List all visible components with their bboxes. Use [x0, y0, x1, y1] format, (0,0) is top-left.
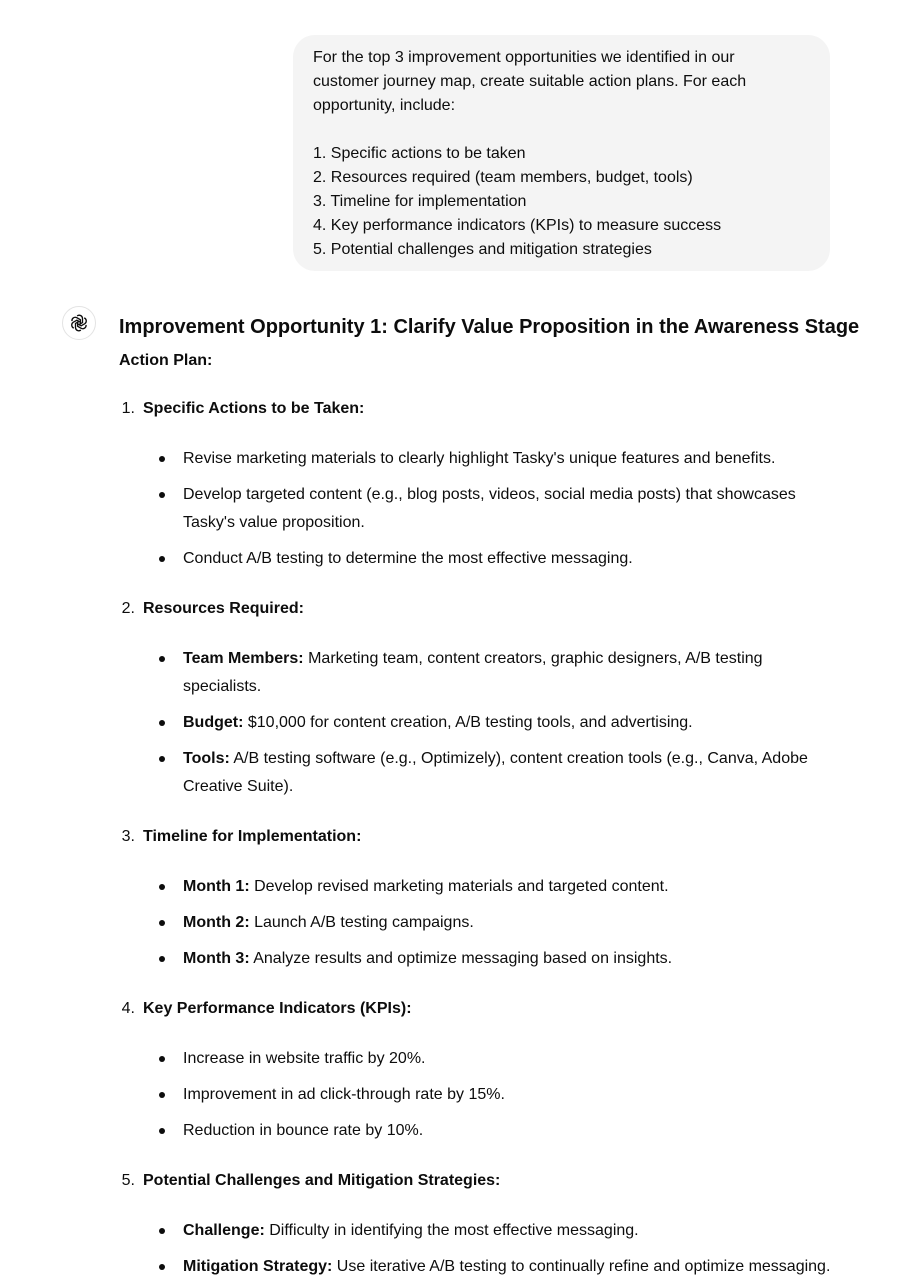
section-number: 5. [121, 1172, 135, 1189]
bullet-text: Increase in website traffic by 20%. [183, 1050, 426, 1067]
action-plan-sections [119, 397, 879, 1281]
bullet-term: Challenge: [183, 1222, 265, 1239]
list-item [119, 1217, 839, 1245]
bullet-dot-icon [159, 456, 165, 462]
list-item [119, 645, 839, 701]
action-plan-label: Action Plan: [119, 352, 213, 369]
bullet-dot-icon [159, 556, 165, 562]
section-number: 1. [121, 400, 135, 417]
section-number: 4. [121, 1000, 135, 1017]
bullet-dot-icon [159, 956, 165, 962]
bullet-list [119, 1045, 879, 1145]
bullet-text: Marketing team, content creators, graphic designers, A/B testing specialists. [183, 650, 763, 695]
user-message-line: opportunity, include: [313, 97, 456, 114]
plan-section-header [119, 597, 879, 621]
bullet-list [119, 873, 879, 973]
list-item [119, 445, 839, 473]
bullet-text: Conduct A/B testing to determine the most effective messaging. [183, 550, 633, 567]
list-item [119, 709, 839, 737]
list-item [119, 909, 839, 937]
bullet-dot-icon [159, 1056, 165, 1062]
bullet-list [119, 645, 879, 801]
plan-section-header [119, 825, 879, 849]
plan-section [119, 825, 879, 973]
assistant-message [119, 311, 879, 1281]
bullet-dot-icon [159, 1228, 165, 1234]
list-item [119, 745, 839, 801]
bullet-text: Difficulty in identifying the most effective messaging. [264, 1222, 639, 1239]
bullet-dot-icon [159, 756, 165, 762]
bullet-text: A/B testing software (e.g., Optimizely), content creation tools (e.g., Canva, Adobe Creative Suite). [183, 750, 808, 795]
bullet-term: Budget: [183, 714, 244, 731]
bullet-list [119, 445, 879, 573]
bullet-term: Month 1: [183, 878, 250, 895]
plan-section [119, 397, 879, 573]
bullet-text: Improvement in ad click-through rate by 15%. [183, 1086, 505, 1103]
section-number: 2. [121, 600, 135, 617]
bullet-text: Use iterative A/B testing to continually refine and optimize messaging. [332, 1258, 831, 1275]
list-item [119, 945, 839, 973]
bullet-dot-icon [159, 1092, 165, 1098]
section-title: Resources Required: [143, 600, 304, 617]
bullet-text: Launch A/B testing campaigns. [249, 914, 474, 931]
list-item [119, 1081, 839, 1109]
section-number: 3. [121, 828, 135, 845]
plan-section [119, 597, 879, 801]
section-title: Key Performance Indicators (KPIs): [143, 1000, 412, 1017]
user-message-item: 3. Timeline for implementation [313, 193, 527, 210]
list-item [119, 1253, 839, 1281]
list-item [119, 1117, 839, 1145]
list-item [119, 481, 839, 537]
user-message-item: 2. Resources required (team members, budget, tools) [313, 169, 693, 186]
user-message-item: 5. Potential challenges and mitigation strategies [313, 241, 652, 258]
bullet-dot-icon [159, 720, 165, 726]
list-item [119, 873, 839, 901]
bullet-list [119, 1217, 879, 1281]
user-message-line: For the top 3 improvement opportunities we identified in our [313, 49, 735, 66]
answer-heading: Improvement Opportunity 1: Clarify Value Proposition in the Awareness Stage [119, 316, 860, 338]
bullet-text: Revise marketing materials to clearly highlight Tasky's unique features and benefits. [183, 450, 776, 467]
bullet-term: Mitigation Strategy: [183, 1258, 333, 1275]
list-item [119, 545, 839, 573]
bullet-text: Reduction in bounce rate by 10%. [183, 1122, 424, 1139]
bullet-term: Team Members: [183, 650, 304, 667]
bullet-dot-icon [159, 1264, 165, 1270]
bullet-text: Develop targeted content (e.g., blog posts, videos, social media posts) that showcases Tasky's value proposition. [183, 486, 796, 531]
section-title: Potential Challenges and Mitigation Strategies: [143, 1172, 501, 1189]
bullet-dot-icon [159, 656, 165, 662]
bullet-text: Analyze results and optimize messaging based on insights. [249, 950, 673, 967]
bullet-dot-icon [159, 884, 165, 890]
bullet-term: Month 3: [183, 950, 250, 967]
plan-section [119, 1169, 879, 1281]
section-title: Timeline for Implementation: [143, 828, 362, 845]
plan-section [119, 997, 879, 1145]
bullet-term: Month 2: [183, 914, 250, 931]
user-message-line: customer journey map, create suitable action plans. For each [313, 73, 747, 90]
plan-section-header [119, 397, 879, 421]
plan-section-header [119, 997, 879, 1021]
list-item [119, 1045, 839, 1073]
user-message-item: 4. Key performance indicators (KPIs) to measure success [313, 217, 722, 234]
plan-section-header [119, 1169, 879, 1193]
bullet-dot-icon [159, 1128, 165, 1134]
bullet-text: Develop revised marketing materials and targeted content. [249, 878, 669, 895]
bullet-dot-icon [159, 492, 165, 498]
openai-logo-icon [62, 306, 96, 340]
bullet-text: $10,000 for content creation, A/B testing tools, and advertising. [243, 714, 693, 731]
bullet-dot-icon [159, 920, 165, 926]
user-message-bubble [293, 35, 830, 271]
user-message-item: 1. Specific actions to be taken [313, 145, 526, 162]
bullet-term: Tools: [183, 750, 230, 767]
section-title: Specific Actions to be Taken: [143, 400, 365, 417]
